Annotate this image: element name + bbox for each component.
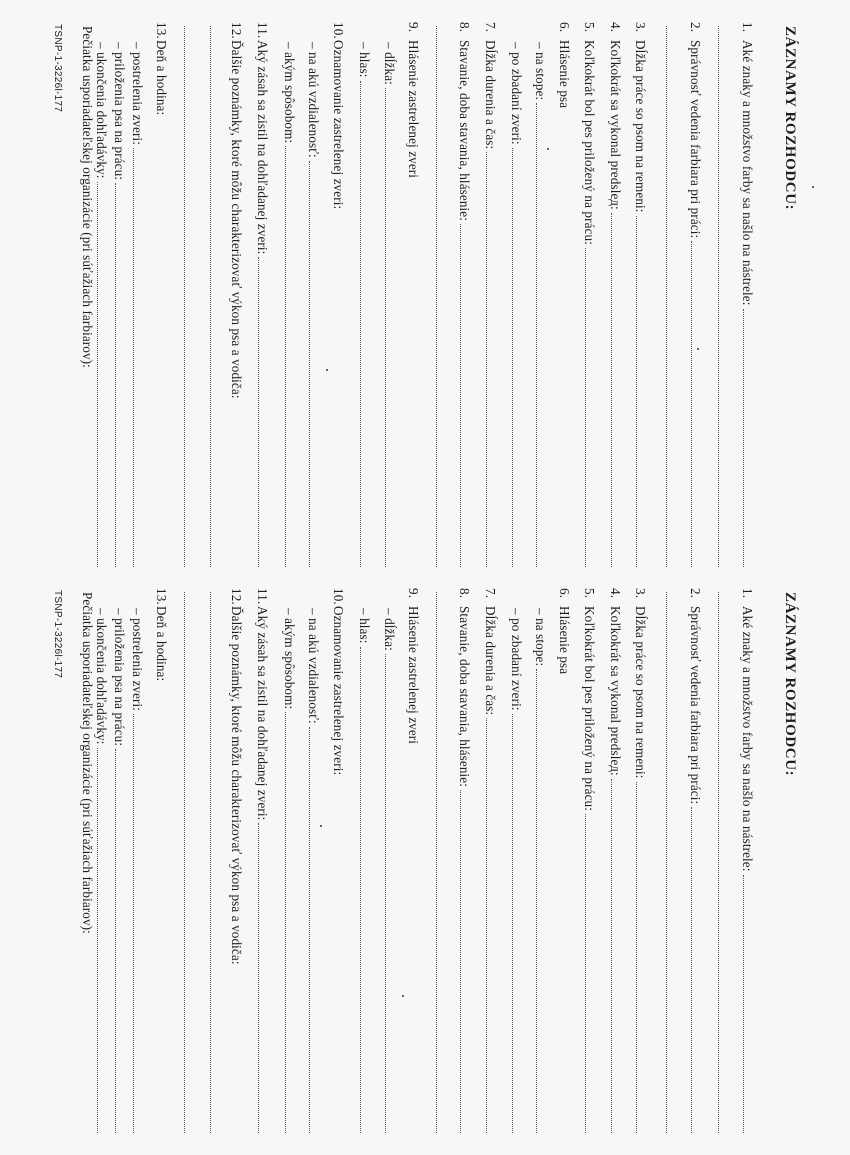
question-13-sub-shot: [131, 588, 144, 1133]
sub-label: – po zbadaní zveri:: [509, 608, 524, 711]
sub-label: – hlas:: [357, 608, 372, 644]
question-4: [609, 22, 622, 567]
answer-line[interactable]: [360, 647, 371, 1134]
answer-line[interactable]: [285, 712, 296, 1133]
question-number: 7.: [483, 588, 498, 599]
question-label: Aké znaky a množstvo farby sa našlo na nástrele:: [740, 606, 755, 872]
question-number: 10.: [331, 588, 346, 605]
question-label: Deň a hodina:: [154, 606, 169, 682]
question-number: 6.: [557, 588, 572, 599]
question-label: Dĺžka durenia a čas:: [483, 606, 498, 716]
scan-speck: [547, 148, 549, 150]
answer-line[interactable]: [691, 241, 702, 567]
answer-line[interactable]: [718, 26, 720, 567]
answer-line[interactable]: [636, 782, 647, 1133]
question-number: 11.: [255, 588, 270, 605]
question-label: Ďalšie poznámky, ktoré môžu charakterizovať výkon psa a vodiča:: [229, 606, 244, 965]
answer-line[interactable]: [210, 592, 212, 1133]
question-10-sub-manner: [283, 588, 296, 1133]
question-label: Hlásenie psa: [557, 606, 572, 675]
answer-line[interactable]: [486, 718, 497, 1133]
scan-speck: [326, 369, 328, 371]
answer-line[interactable]: [258, 257, 269, 567]
question-11: [256, 588, 269, 1133]
question-6: [558, 588, 571, 1133]
question-number: 4.: [608, 588, 623, 599]
answer-line[interactable]: [486, 152, 497, 567]
sub-label: – na akú vzdialenosť:: [306, 608, 321, 724]
question-6-sub-sighting: [510, 588, 523, 1133]
form-code: TSNP-1-3226l-177: [52, 24, 63, 113]
question-label: Dĺžka práce so psom na remeni:: [633, 606, 648, 779]
question-13-sub-end: [95, 588, 108, 1133]
question-10: [332, 22, 345, 567]
answer-line[interactable]: [611, 213, 622, 567]
sub-label: – ukončenia dohľadávky:: [94, 42, 109, 179]
question-9-sub-voice: [358, 22, 371, 567]
sub-label: – ukončenia dohľadávky:: [94, 608, 109, 745]
answer-line[interactable]: [691, 807, 702, 1133]
question-number: 1.: [740, 22, 755, 33]
sub-label: – na akú vzdialenosť:: [306, 42, 321, 158]
question-13-sub-shot: [131, 22, 144, 567]
answer-line[interactable]: [97, 182, 108, 567]
question-11: [256, 22, 269, 567]
sub-label: – hlas:: [357, 42, 372, 78]
question-5: [583, 588, 596, 1133]
question-12: [230, 22, 243, 567]
question-number: 13.: [154, 22, 169, 39]
answer-line[interactable]: [585, 248, 596, 567]
question-number: 2.: [688, 22, 703, 33]
form-code: TSNP-1-3226l-177: [52, 590, 63, 679]
answer-line[interactable]: [184, 26, 186, 567]
question-10: [332, 588, 345, 1133]
question-8: [458, 588, 471, 1133]
question-label: Dĺžka durenia a čas:: [483, 40, 498, 150]
answer-line[interactable]: [585, 814, 596, 1133]
question-number: 12.: [229, 22, 244, 39]
judge-record-form-top: [30, 22, 800, 567]
scan-speck: [812, 186, 814, 188]
sub-label: – dĺžka:: [382, 42, 397, 85]
answer-line[interactable]: [97, 748, 108, 1133]
answer-line[interactable]: [666, 26, 668, 567]
sub-label: – priloženia psa na prácu:: [112, 42, 127, 181]
question-6: [558, 22, 571, 567]
stamp-caption: Pečiatka usporiadateľskej organizácie (pri súťažiach farbiarov):: [80, 592, 95, 934]
question-number: 4.: [608, 22, 623, 33]
question-13: [155, 22, 168, 567]
answer-line[interactable]: [184, 592, 186, 1133]
question-9: [407, 588, 420, 1133]
answer-line[interactable]: [309, 161, 320, 567]
answer-line[interactable]: [309, 727, 320, 1133]
question-number: 8.: [457, 588, 472, 599]
question-6-sub-sighting: [510, 22, 523, 567]
question-number: 2.: [688, 588, 703, 599]
question-label: Oznamovanie zastrelenej zveri:: [331, 40, 346, 210]
answer-line[interactable]: [258, 823, 269, 1133]
sub-label: – akým spôsobom:: [282, 608, 297, 710]
question-number: 5.: [582, 22, 597, 33]
answer-line[interactable]: [385, 88, 396, 567]
answer-line[interactable]: [436, 26, 438, 567]
question-2: [689, 588, 702, 1133]
question-1: [741, 22, 754, 567]
answer-line[interactable]: [743, 875, 754, 1133]
answer-line[interactable]: [460, 790, 471, 1133]
answer-line[interactable]: [385, 654, 396, 1133]
question-8: [458, 22, 471, 567]
question-10-sub-distance: [307, 588, 320, 1133]
answer-line[interactable]: [666, 592, 668, 1133]
question-6-sub-track: [534, 22, 547, 567]
question-3: [634, 22, 647, 567]
question-label: Deň a hodina:: [154, 40, 169, 116]
answer-line[interactable]: [743, 309, 754, 567]
question-number: 12.: [229, 588, 244, 605]
question-label: Oznamovanie zastrelenej zveri:: [331, 606, 346, 776]
question-9-sub-voice: [358, 588, 371, 1133]
answer-line[interactable]: [285, 146, 296, 567]
answer-line[interactable]: [133, 714, 144, 1133]
question-7: [484, 588, 497, 1133]
question-label: Stavanie, doba stavania, hlásenie:: [457, 40, 472, 222]
question-13: [155, 588, 168, 1133]
sub-label: – priloženia psa na prácu:: [112, 608, 127, 747]
question-label: Aký zásah sa zistil na dohľadanej zveri:: [255, 606, 270, 821]
question-13-sub-dog: [113, 22, 126, 567]
form-title: ZÁZNAMY ROZHODCU:: [782, 592, 798, 777]
question-number: 1.: [740, 588, 755, 599]
question-label: Koľkokrát sa vykonal predslед:: [608, 606, 623, 776]
question-number: 9.: [406, 588, 421, 599]
question-number: 7.: [483, 22, 498, 33]
answer-line[interactable]: [536, 103, 547, 567]
question-label: Hlásenie zastrelenej zveri: [406, 40, 421, 179]
answer-line[interactable]: [611, 779, 622, 1133]
question-label: Koľkokrát bol pes priložený na prácu:: [582, 40, 597, 245]
judge-record-form-bottom: [30, 588, 800, 1133]
question-label: Aké znaky a množstvo farby sa našlo na nástrele:: [740, 40, 755, 306]
question-number: 11.: [255, 22, 270, 39]
sub-label: – akým spôsobom:: [282, 42, 297, 144]
question-7: [484, 22, 497, 567]
question-9-sub-length: [383, 588, 396, 1133]
answer-line[interactable]: [133, 148, 144, 567]
question-12: [230, 588, 243, 1133]
sub-label: – na stope:: [533, 42, 548, 101]
question-9: [407, 22, 420, 567]
question-13-sub-dog: [113, 588, 126, 1133]
sub-label: – po zbadaní zveri:: [509, 42, 524, 145]
question-label: Aký zásah sa zistil na dohľadanej zveri:: [255, 40, 270, 255]
answer-line[interactable]: [718, 592, 720, 1133]
question-label: Hlásenie zastrelenej zveri: [406, 606, 421, 745]
question-label: Stavanie, doba stavania, hlásenie:: [457, 606, 472, 788]
answer-line[interactable]: [360, 81, 371, 568]
question-5: [583, 22, 596, 567]
question-number: 6.: [557, 22, 572, 33]
question-13-sub-end: [95, 22, 108, 567]
question-10-sub-distance: [307, 22, 320, 567]
answer-line[interactable]: [436, 592, 438, 1133]
question-1: [741, 588, 754, 1133]
answer-line[interactable]: [115, 749, 126, 1133]
sub-label: – na stope:: [533, 608, 548, 667]
question-2: [689, 22, 702, 567]
answer-line[interactable]: [115, 183, 126, 567]
question-3: [634, 588, 647, 1133]
scan-speck: [402, 995, 404, 997]
question-9-sub-length: [383, 22, 396, 567]
question-label: Správnosť vedenia farbiara pri práci:: [688, 606, 703, 805]
answer-line[interactable]: [460, 224, 471, 567]
question-label: Hlásenie psa: [557, 40, 572, 109]
stamp-caption: Pečiatka usporiadateľskej organizácie (pri súťažiach farbiarov):: [80, 26, 95, 368]
question-label: Dĺžka práce so psom na remeni:: [633, 40, 648, 213]
sub-label: – postrelenia zveri:: [130, 608, 145, 712]
question-label: Ďalšie poznámky, ktoré môžu charakterizovať výkon psa a vodiča:: [229, 40, 244, 399]
question-4: [609, 588, 622, 1133]
answer-line[interactable]: [512, 148, 523, 567]
question-number: 9.: [406, 22, 421, 33]
answer-line[interactable]: [536, 669, 547, 1133]
sub-label: – dĺžka:: [382, 608, 397, 651]
scan-speck: [320, 825, 322, 827]
answer-line[interactable]: [210, 26, 212, 567]
question-number: 8.: [457, 22, 472, 33]
question-number: 3.: [633, 588, 648, 599]
question-label: Koľkokrát sa vykonal predslед:: [608, 40, 623, 210]
question-10-sub-manner: [283, 22, 296, 567]
question-number: 13.: [154, 588, 169, 605]
question-label: Koľkokrát bol pes priložený na prácu:: [582, 606, 597, 811]
question-label: Správnosť vedenia farbiara pri práci:: [688, 40, 703, 239]
sub-label: – postrelenia zveri:: [130, 42, 145, 146]
answer-line[interactable]: [512, 714, 523, 1133]
question-number: 3.: [633, 22, 648, 33]
question-6-sub-track: [534, 588, 547, 1133]
scan-speck: [697, 348, 699, 350]
form-title: ZÁZNAMY ROZHODCU:: [782, 26, 798, 211]
answer-line[interactable]: [636, 216, 647, 567]
question-number: 5.: [582, 588, 597, 599]
question-number: 10.: [331, 22, 346, 39]
